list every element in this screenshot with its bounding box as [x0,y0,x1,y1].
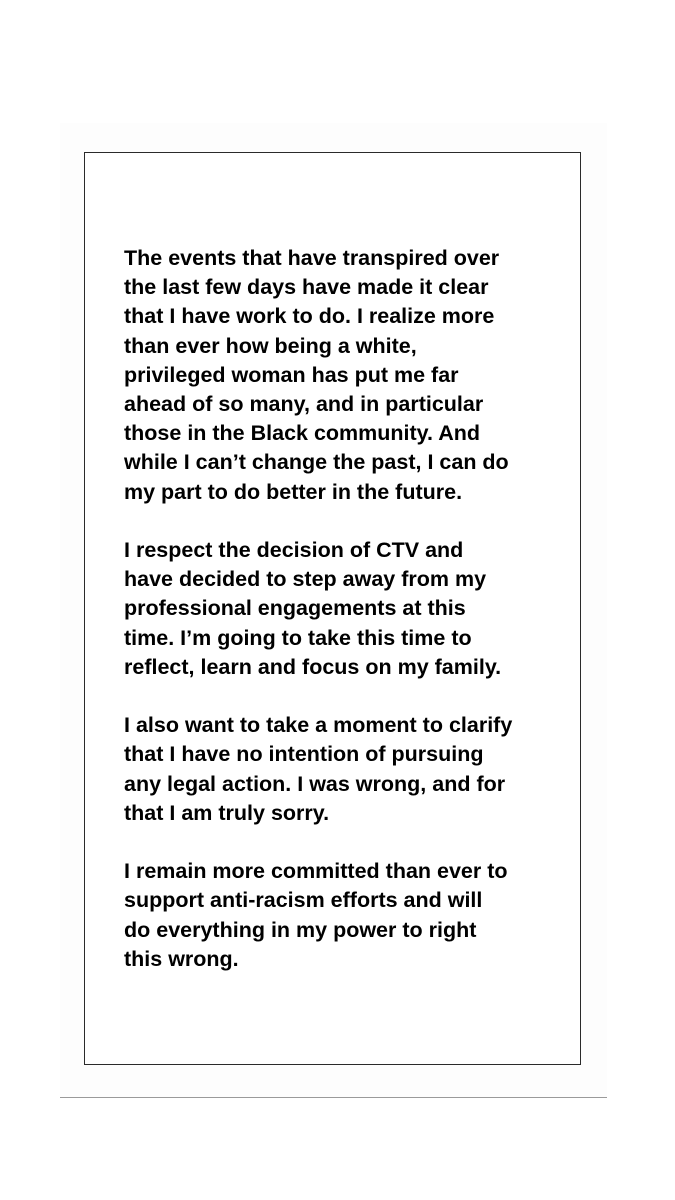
statement-text [124,244,564,974]
statement-paragraph-4: I remain more committed than ever to support anti-racism efforts and will do everything in my power to right this wrong. [124,859,508,971]
statement-paragraph-3: I also want to take a moment to clarify that I have no intention of pursuing any legal action. I was wrong, and for that I am truly sorry. [124,713,513,825]
statement-paragraph-2: I respect the decision of CTV and have decided to step away from my professional engagements at this time. I’m going to take this time to reflect, learn and focus on my family. [124,538,502,679]
statement-paragraph-1: The events that have transpired over the last few days have made it clear that I have work to do. I realize more than ever how being a white, privileged woman has put me far ahead of so many, and in particular those in the Black community. And while I can’t change the past, I can do my part to do better in the future. [124,246,509,504]
